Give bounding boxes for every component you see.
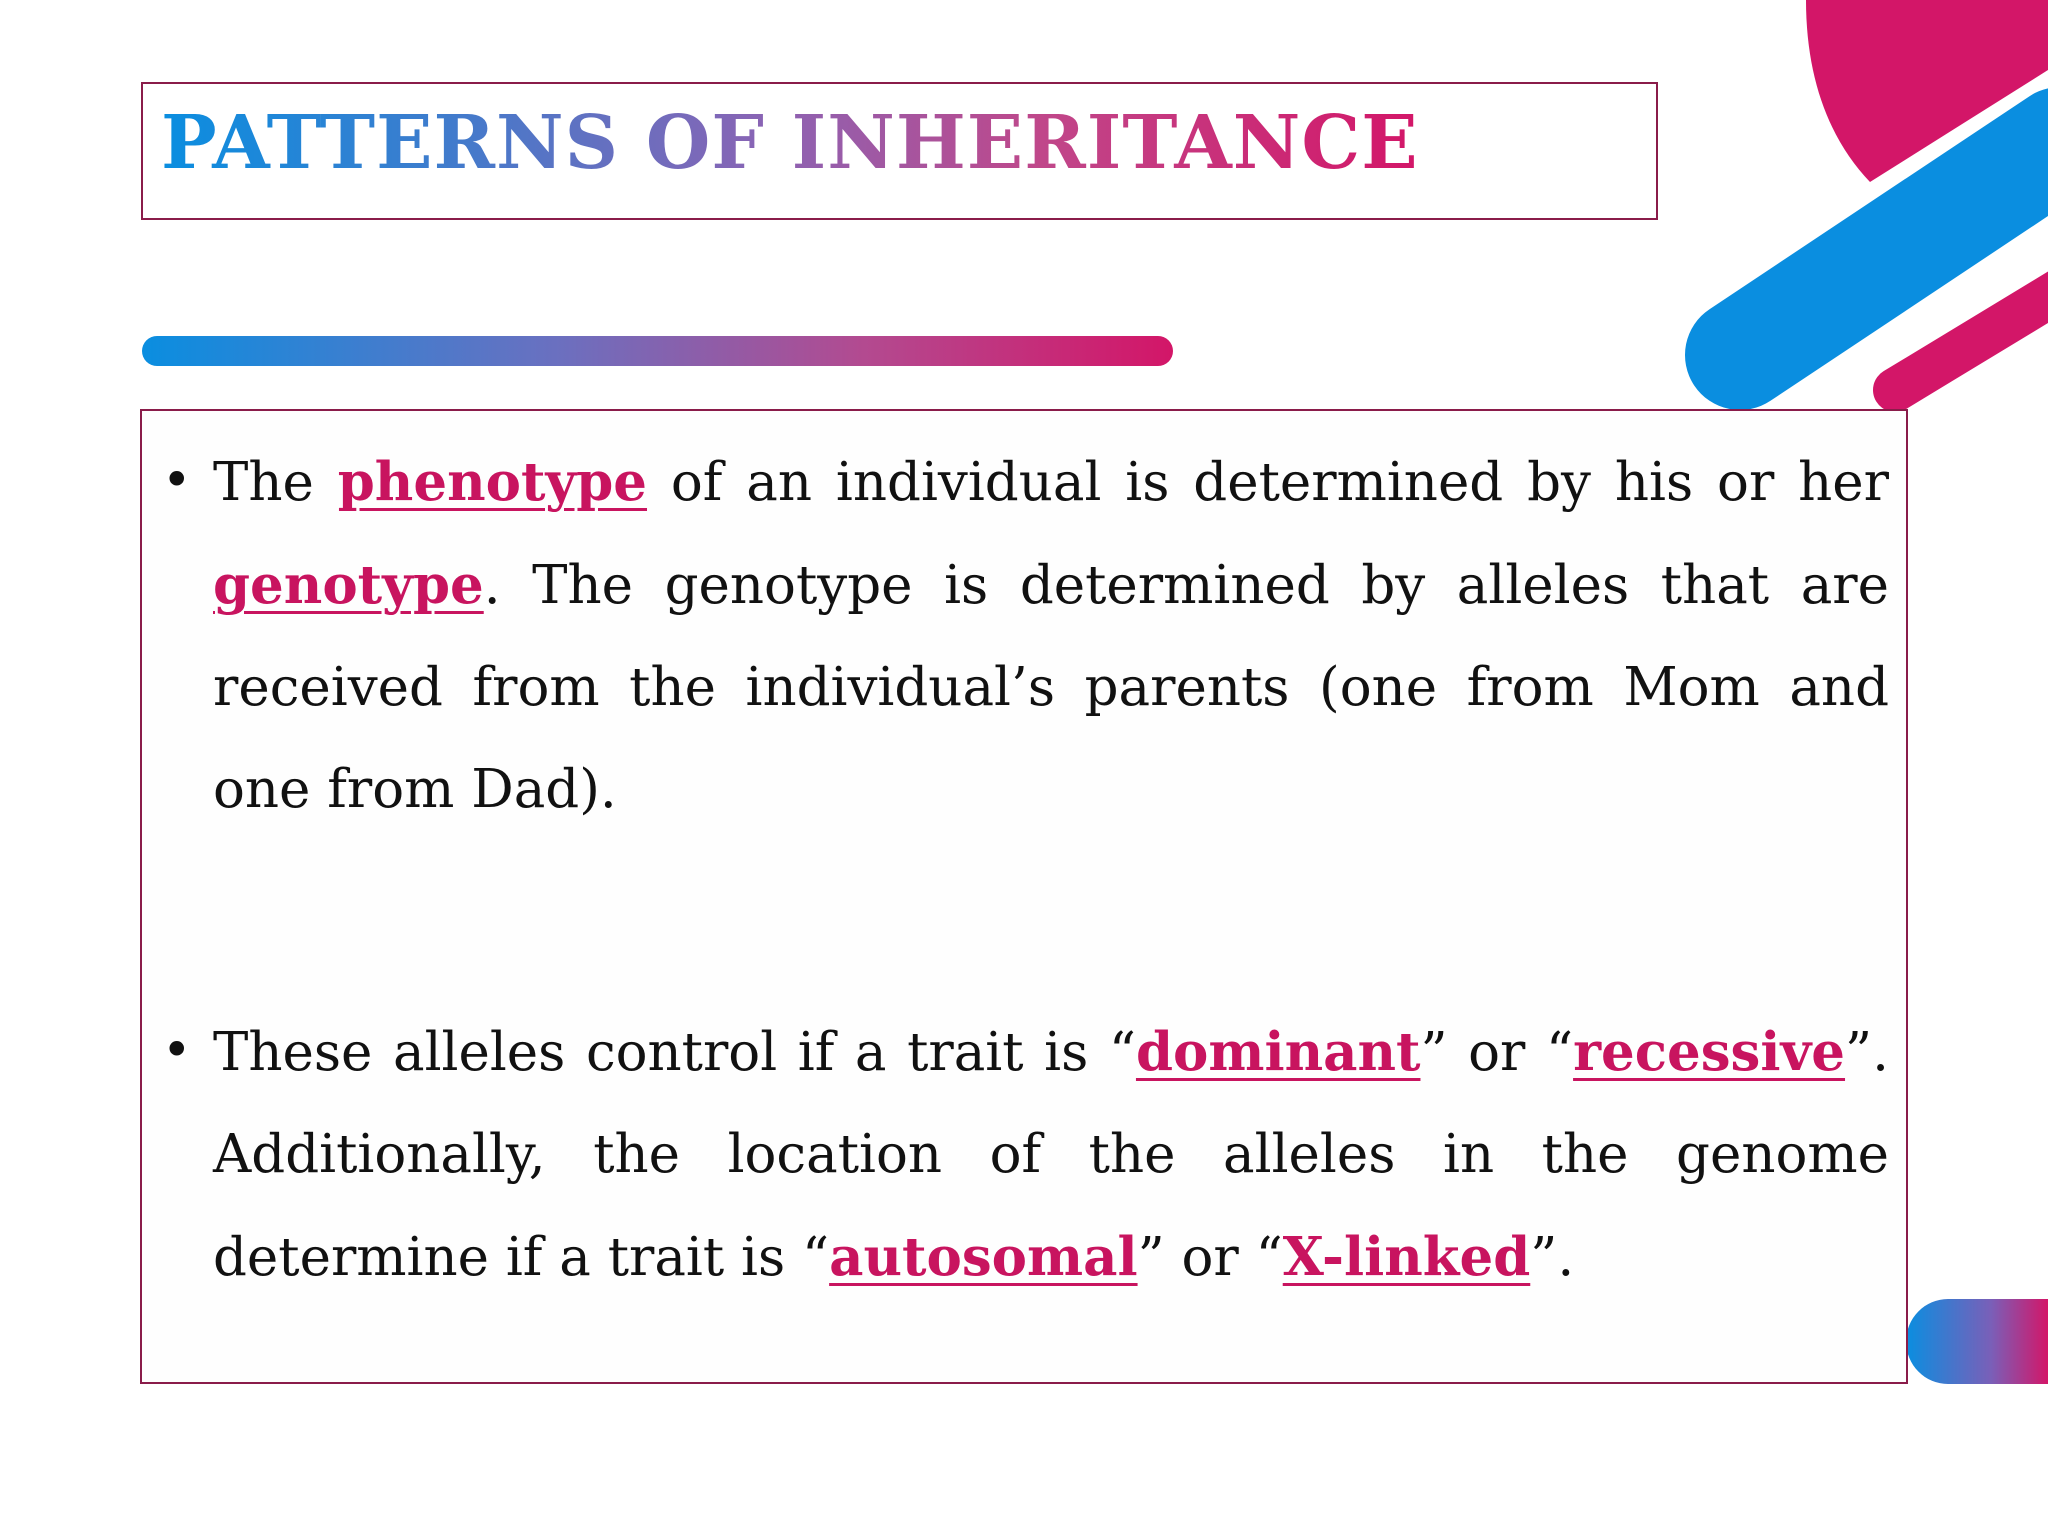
bullet-dot: • <box>162 1021 192 1079</box>
text-span: ”. <box>1530 1227 1575 1288</box>
text-span: These alleles control if a trait is “ <box>213 1022 1136 1083</box>
keyword-x-linked: X-linked <box>1282 1226 1531 1288</box>
text-span: of an individual is determined by his or her <box>647 452 1890 513</box>
keyword-phenotype: phenotype <box>337 451 648 513</box>
pink-diagonal-stripe <box>1895 290 2048 390</box>
bullet-dot: • <box>162 451 192 509</box>
gradient-tab <box>1906 1299 2048 1384</box>
keyword-genotype: genotype <box>213 554 484 616</box>
keyword-dominant: dominant <box>1135 1021 1421 1083</box>
gradient-divider-bar <box>142 336 1173 366</box>
bullet-paragraph <box>213 431 1889 841</box>
slide-title: PATTERNS OF INHERITANCE <box>161 100 1419 186</box>
text-span: . The genotype is determined by alleles that are received from the individual’s parents (one from Mom and one from Dad). <box>213 555 1889 820</box>
keyword-recessive: recessive <box>1573 1021 1846 1083</box>
keyword-autosomal: autosomal <box>829 1226 1138 1288</box>
text-span: ” or “ <box>1420 1022 1574 1083</box>
title-box <box>141 82 1658 220</box>
text-span: The <box>213 452 338 513</box>
text-span: ”. Additionally, the location of the alleles in the genome determine if a trait is “ <box>213 1022 1889 1288</box>
bullet-paragraph <box>213 1001 1889 1309</box>
content-box <box>140 409 1908 1384</box>
text-span: ” or “ <box>1137 1227 1283 1288</box>
